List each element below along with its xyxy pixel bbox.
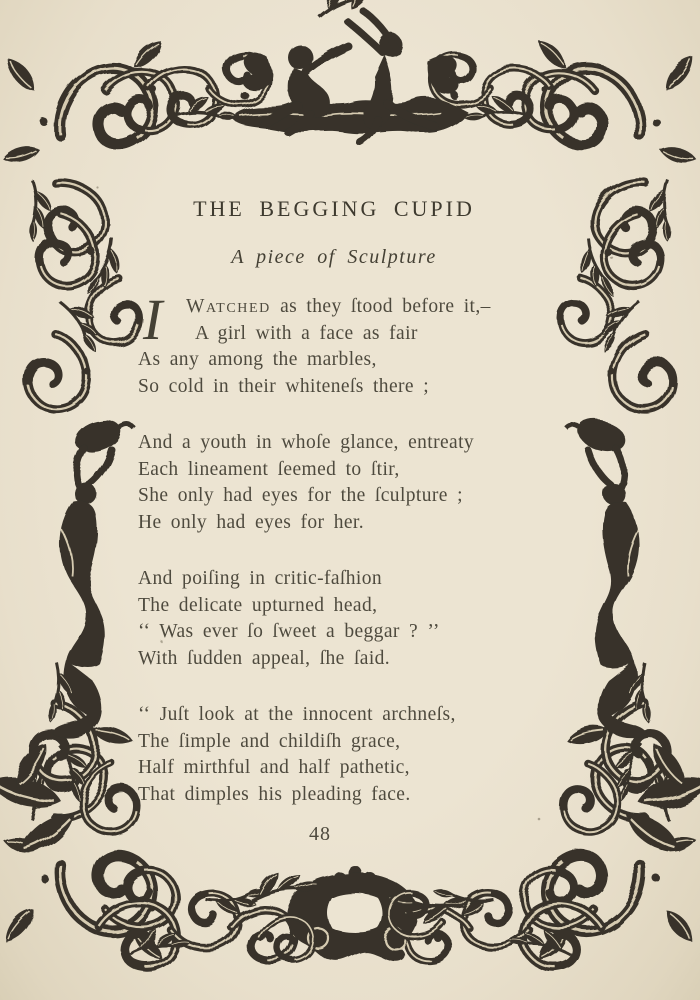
poem-line: The delicate upturned head, [138, 594, 378, 616]
caryatid-ornament-left [5, 414, 135, 789]
poem-line: And a youth in whoſe glance, entreaty [138, 432, 475, 453]
poem-line: Half mirthful and half pathetic, [138, 757, 410, 778]
poem-line: As any among the marbles, [138, 349, 377, 370]
poem-line: The ſimple and childiſh grace, [138, 730, 401, 752]
poem-line: He only had eyes for her. [138, 511, 365, 533]
poem-subtitle: A piece of Sculpture [231, 246, 437, 268]
stanza-3 [138, 566, 530, 672]
stanza-1 [138, 287, 530, 400]
poem-line: That dimples his pleading face. [138, 783, 411, 805]
page-number: 48 [309, 823, 331, 845]
line-text: as they ſtood before it,– [270, 296, 491, 317]
poem-line: ‘‘ Juſt look at the innocent archneſs, [138, 704, 456, 725]
poem-title: THE BEGGING CUPID [193, 196, 475, 221]
caryatid-ornament-right [565, 414, 695, 789]
poem-line: She only had eyes for the ſculpture ; [138, 485, 463, 506]
poem-line [138, 294, 530, 321]
poem-line: So cold in their whiteneſs there ; [138, 375, 430, 397]
poem-line: With ſudden appeal, ſhe ſaid. [138, 647, 391, 669]
poem [138, 196, 530, 846]
cherubs-ornament [232, 0, 468, 142]
stanza-2 [138, 430, 530, 536]
drop-cap-initial: I [143, 287, 163, 352]
poem-line: Each lineament ſeemed to ſtir, [138, 458, 400, 480]
poem-line: ‘‘ Was ever ſo ſweet a beggar ? ’’ [138, 621, 440, 642]
smallcaps-word: Watched [186, 296, 271, 317]
poem-line: A girl with a face as fair [195, 322, 418, 344]
stanza-4 [138, 702, 530, 808]
poem-line: And poiſing in critic-faſhion [138, 568, 383, 589]
corner-scroll-top-right [521, 39, 697, 264]
